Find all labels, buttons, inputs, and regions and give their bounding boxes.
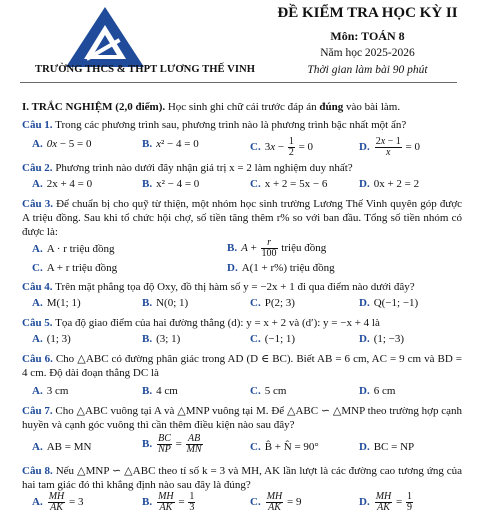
- option-b[interactable]: B. $\frac{MH}{AK}$ = $\frac{1}{3}$: [142, 491, 195, 513]
- question-5-options: [32, 332, 462, 350]
- exam-time: Thời gian làm bài 90 phút: [307, 64, 428, 76]
- option-c[interactable]: C. B̂ + N̂ = 90°: [250, 441, 319, 453]
- option-c[interactable]: C. x + 2 = 5x − 6: [250, 178, 328, 190]
- option-a[interactable]: A. M(1; 1): [32, 297, 81, 309]
- header-divider: [20, 82, 457, 83]
- exam-title: ĐỀ KIỂM TRA HỌC KỲ II: [277, 5, 458, 21]
- option-b[interactable]: B. 4 cm: [142, 385, 178, 397]
- question-7-options: [32, 433, 462, 458]
- option-d[interactable]: D. 6 cm: [359, 385, 396, 397]
- option-a[interactable]: A. 0x − 5 = 0: [32, 138, 92, 150]
- option-a[interactable]: A. $\frac{MH}{AK}$ = 3: [32, 491, 84, 513]
- question-6-options: [32, 384, 462, 402]
- question-3: Câu 3. Để chuẩn bị cho quỹ từ thiện, một nhóm học sinh trường Lương Thế Vinh quyên góp được A triệu đồng. Sau khi tổ chức hội chợ, số tiền tăng thêm r% so với ban đầu. Tổng số tiền nhóm có được là:: [22, 198, 463, 238]
- question-4: Câu 4. Trên mặt phẳng tọa độ Oxy, đồ thị hàm số y = −2x + 1 đi qua điểm nào dưới đây?: [22, 281, 415, 293]
- option-a[interactable]: A. 3 cm: [32, 385, 69, 397]
- option-b[interactable]: B. A + $\frac{r}{100}$ triệu đồng: [227, 237, 327, 259]
- question-3-options-row2: [32, 261, 462, 279]
- option-d[interactable]: D. $\frac{MH}{AK}$ = $\frac{1}{9}$: [359, 491, 412, 513]
- option-c[interactable]: C. 5 cm: [250, 385, 287, 397]
- question-1: Câu 1. Trong các phương trình sau, phương trình nào là phương trình bậc nhất một ẩn?: [22, 119, 407, 131]
- question-1-options: [32, 136, 462, 158]
- option-a[interactable]: A. AB = MN: [32, 441, 92, 453]
- school-name: TRƯỜNG THCS & THPT LƯƠNG THẾ VINH: [34, 64, 256, 75]
- option-b[interactable]: B. x² − 4 = 0: [142, 138, 199, 150]
- option-a[interactable]: A. 2x + 4 = 0: [32, 178, 93, 190]
- option-d[interactable]: D. 0x + 2 = 2: [359, 178, 420, 190]
- question-2-options: [32, 177, 462, 195]
- option-b[interactable]: B. (3; 1): [142, 333, 181, 345]
- option-b[interactable]: B. $\frac{BC}{NP}$ = $\frac{AB}{MN}$: [142, 433, 202, 455]
- option-b[interactable]: B. x² − 4 = 0: [142, 178, 200, 190]
- question-4-options: [32, 296, 462, 314]
- school-logo-icon: [64, 5, 146, 69]
- question-7: Câu 7. Cho △ABC vuông tại A và △MNP vuông tại M. Để △ABC ∽ △MNP theo trường hợp cạnh huyền và cạnh góc vuông thì cần thêm điều kiện nào sau đây?: [22, 405, 462, 431]
- exam-subject: Môn: TOÁN 8: [330, 29, 405, 43]
- question-8: Câu 8. Nếu △MNP ∽ △ABC theo tỉ số k = 3 và MH, AK lần lượt là các đường cao tương ứng của hai tam giác đó thì khẳng định nào sau đây là đúng?: [22, 465, 463, 491]
- question-3-options-row1: [32, 237, 462, 260]
- section-heading: I. TRẮC NGHIỆM (2,0 điểm). Học sinh ghi chữ cái trước đáp án đúng vào bài làm.: [22, 101, 401, 113]
- option-c[interactable]: C. A + r triệu đồng: [32, 262, 118, 274]
- option-c[interactable]: C. $\frac{MH}{AK}$ = 9: [250, 491, 302, 513]
- question-5: Câu 5. Tọa độ giao điểm của hai đường thẳng (d): y = x + 2 và (d′): y = −x + 4 là: [22, 317, 380, 329]
- school-year: Năm học 2025-2026: [320, 47, 415, 59]
- option-c[interactable]: C. 3x − $\frac{1}{2}$ = 0: [250, 136, 314, 158]
- question-6: Câu 6. Cho △ABC có đường phân giác trong AD (D ∈ BC). Biết AB = 6 cm, AC = 9 cm và BD = 4 cm. Độ dài đoạn thẳng DC là: [22, 353, 463, 379]
- option-d[interactable]: D. (1; −3): [359, 333, 405, 345]
- option-b[interactable]: B. N(0; 1): [142, 297, 189, 309]
- option-c[interactable]: C. P(2; 3): [250, 297, 295, 309]
- option-d[interactable]: D. A(1 + r%) triệu đồng: [227, 262, 335, 274]
- option-d[interactable]: D. Q(−1; −1): [359, 297, 419, 309]
- exam-header: [0, 0, 477, 86]
- option-c[interactable]: C. (−1; 1): [250, 333, 296, 345]
- option-a[interactable]: A. A · r triệu đồng: [32, 243, 115, 255]
- question-2: Câu 2. Phương trình nào dưới đây nhận giá trị x = 2 làm nghiệm duy nhất?: [22, 162, 353, 174]
- option-d[interactable]: D. BC = NP: [359, 441, 415, 453]
- option-a[interactable]: A. (1; 3): [32, 333, 71, 345]
- option-d[interactable]: D. $\frac{2x - 1}{x}$ = 0: [359, 136, 421, 158]
- question-8-options: [32, 491, 462, 513]
